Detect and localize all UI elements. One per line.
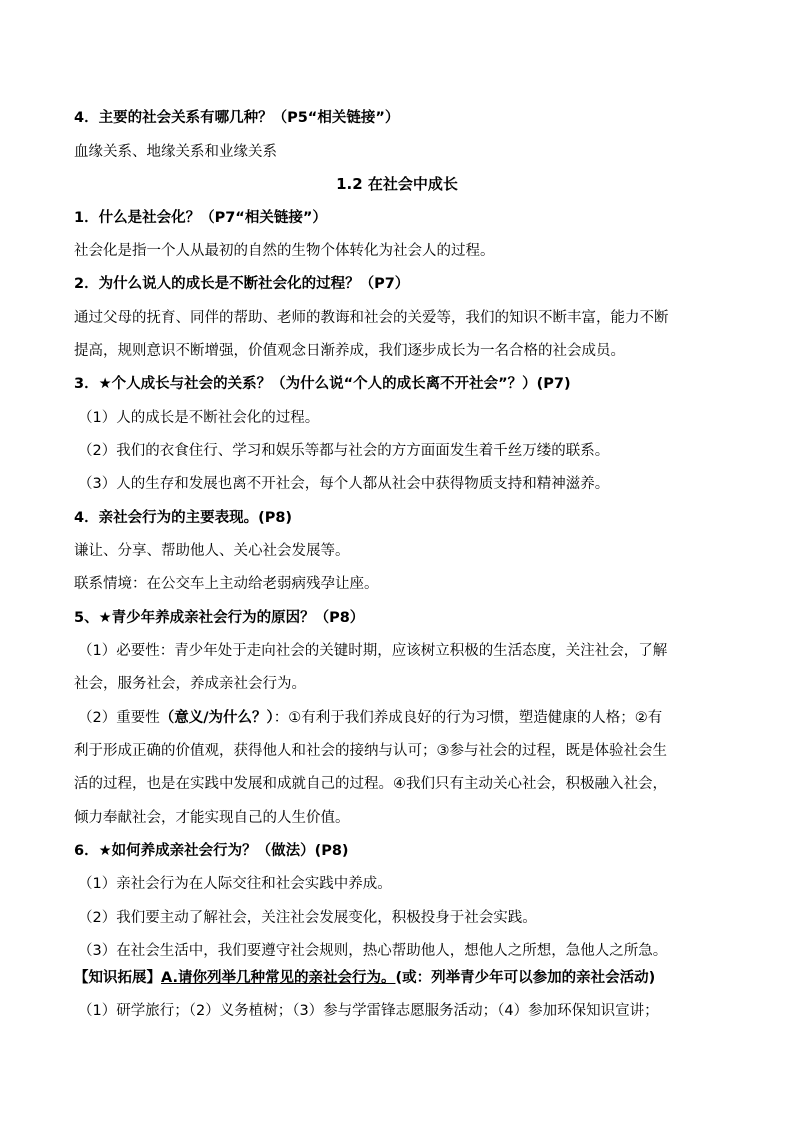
knowledge-expand-question <box>74 968 655 988</box>
question-5-title: 5、★青少年养成亲社会行为的原因？（P8） <box>74 610 365 626</box>
question-4b-title: 4．亲社会行为的主要表现。(P8) <box>74 510 293 526</box>
section-title: 1.2 在社会中成长 <box>336 175 458 193</box>
question-5-item-2-bold: （意义/为什么？） <box>159 710 274 726</box>
question-5-item-1-line1: （1）必要性：青少年处于走向社会的关键时期，应该树立积极的生活态度，关注社会，了解 <box>78 643 668 659</box>
question-6-title: 6．★如何养成亲社会行为？（做法）(P8) <box>74 843 349 859</box>
question-2-answer-line2: 提高，规则意识不断增强，价值观念日渐养成，我们逐步成长为一名合格的社会成员。 <box>74 343 625 359</box>
question-1-title: 1．什么是社会化？（P7“相关链接”） <box>74 210 327 226</box>
question-3-title: 3．★个人成长与社会的关系？（为什么说“个人的成长离不开社会”？）(P7) <box>74 376 571 392</box>
question-3-item-2: （2）我们的衣食住行、学习和娱乐等都与社会的方方面面发生着千丝万缕的联系。 <box>78 443 610 459</box>
question-2-answer-line1: 通过父母的抚育、同伴的帮助、老师的教诲和社会的关爱等，我们的知识不断丰富，能力不断 <box>74 310 669 326</box>
question-5-item-2-line1 <box>78 708 662 728</box>
question-2-title: 2．为什么说人的成长是不断社会化的过程？（P7） <box>74 276 410 292</box>
question-5-item-1-line2: 社会，服务社会，养成亲社会行为。 <box>74 676 306 692</box>
question-5-item-2-prefix: （2）重要性 <box>78 710 160 726</box>
knowledge-expand-answer: （1）研学旅行；（2）义务植树；（3）参与学雷锋志愿服务活动；（4）参加环保知识宣讲； <box>78 1003 659 1019</box>
question-1-answer: 社会化是指一个人从最初的自然的生物个体转化为社会人的过程。 <box>74 243 495 259</box>
question-4-answer: 血缘关系、地缘关系和业缘关系 <box>74 144 277 160</box>
question-4-title: 4．主要的社会关系有哪几种？（P5“相关链接”） <box>74 110 400 126</box>
question-4b-answer: 谦让、分享、帮助他人、关心社会发展等。 <box>74 543 350 559</box>
knowledge-expand-question-rest: (或：列举青少年可以参加的亲社会活动) <box>395 970 656 986</box>
question-6-item-2: （2）我们要主动了解社会，关注社会发展变化，积极投身于社会实践。 <box>78 910 537 926</box>
question-3-item-3: （3）人的生存和发展也离不开社会，每个人都从社会中获得物质支持和精神滋养。 <box>78 476 610 492</box>
knowledge-expand-label: 【知识拓展】 <box>74 970 161 986</box>
question-5-item-2-rest: ：①有利于我们养成良好的行为习惯，塑造健康的人格；②有 <box>273 710 663 726</box>
question-5-item-2-line3: 活的过程，也是在实践中发展和成就自己的过程。④我们只有主动关心社会，积极融入社会， <box>74 776 667 792</box>
question-4b-context: 联系情境：在公交车上主动给老弱病残孕让座。 <box>74 576 379 592</box>
question-6-item-3: （3）在社会生活中，我们要遵守社会规则，热心帮助他人，想他人之所想，急他人之所急。 <box>78 943 668 959</box>
question-3-item-1: （1）人的成长是不断社会化的过程。 <box>78 410 320 426</box>
question-5-item-2-line2: 利于形成正确的价值观，获得他人和社会的接纳与认可；③参与社会的过程，既是体验社会生 <box>74 743 667 759</box>
question-5-item-2-line4: 倾力奉献社会，才能实现自己的人生价值。 <box>74 810 350 826</box>
knowledge-expand-question-underlined: A.请你列举几种常见的亲社会行为。 <box>161 970 396 986</box>
question-6-item-1: （1）亲社会行为在人际交往和社会实践中养成。 <box>78 876 392 892</box>
